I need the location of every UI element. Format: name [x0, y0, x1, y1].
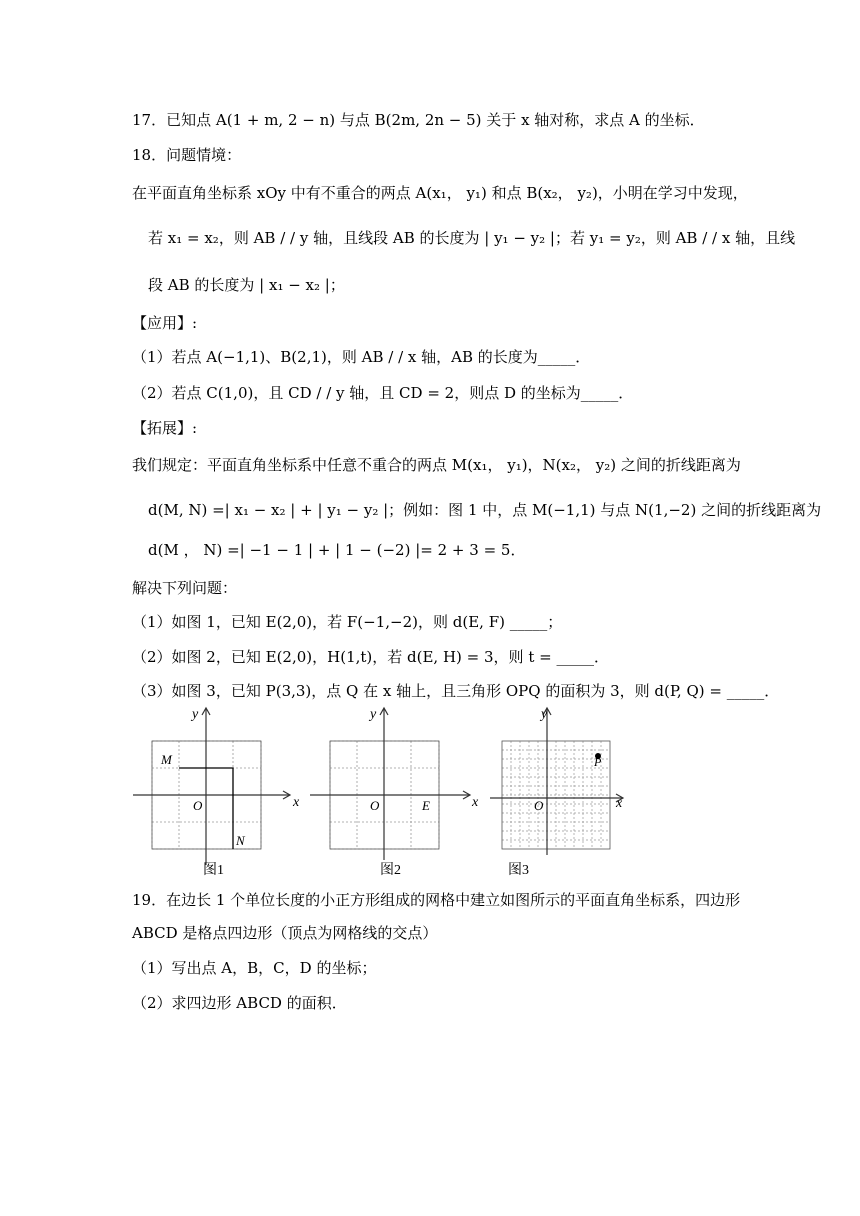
- q18-heading: 18．问题情境：: [132, 146, 242, 164]
- q18-intro-2: 若 x₁ = x₂，则 AB / / y 轴，且线段 AB 的长度为 | y₁ − y₂ |；若 y₁ = y₂，则 AB / / x 轴，且线: [148, 229, 796, 247]
- figure-1: [130, 700, 310, 880]
- apply-title: 【应用】:: [132, 314, 198, 332]
- q17-text: 17．已知点 A(1 + m, 2 − n) 与点 B(2m, 2n − 5) 关于 x 轴对称，求点 A 的坐标．: [132, 111, 705, 129]
- fig3-label-x: x: [616, 796, 623, 811]
- solve-3: （3）如图 3，已知 P(3,3)，点 Q 在 x 轴上，且三角形 OPQ 的面积为 3，则 d(P, Q) = _____．: [132, 682, 780, 700]
- fig3-caption: 图3: [508, 863, 529, 878]
- fig3-label-y: y: [541, 707, 548, 722]
- fig3-axes: [490, 708, 623, 855]
- ext-1: 我们规定：平面直角坐标系中任意不重合的两点 M(x₁， y₁)，N(x₂， y₂) 之间的折线距离为: [132, 456, 741, 474]
- figure-2: [310, 700, 490, 880]
- fig1-label-o: O: [193, 798, 203, 813]
- fig2-label-y: y: [370, 707, 377, 722]
- fig2-label-e: E: [422, 798, 430, 813]
- fig1-label-y: y: [192, 707, 199, 722]
- fig3-label-p: P: [594, 755, 602, 769]
- fig1-axes: [133, 708, 290, 865]
- q19-text-1: 19．在边长 1 个单位长度的小正方形组成的网格中建立如图所示的平面直角坐标系，四边形: [132, 891, 741, 909]
- solve-title: 解决下列问题：: [132, 579, 238, 597]
- figure-3: [490, 700, 640, 880]
- fig1-caption: 图1: [203, 863, 224, 878]
- fig2-label-o: O: [370, 798, 380, 813]
- ext-2: d(M, N) =| x₁ − x₂ | + | y₁ − y₂ |；例如：图 1 中，点 M(−1,1) 与点 N(1,−2) 之间的折线距离为: [148, 501, 822, 519]
- q18-intro-3: 段 AB 的长度为 | x₁ − x₂ |；: [148, 276, 345, 294]
- fig2-axes: [310, 708, 470, 860]
- apply-2: （2）若点 C(1,0)，且 CD / / y 轴，且 CD = 2，则点 D 的坐标为_____．: [132, 384, 634, 402]
- fig1-label-m: M: [161, 752, 172, 767]
- ext-3: d(M ， N) =| −1 − 1 | + | 1 − (−2) |= 2 + 3 = 5．: [148, 541, 526, 559]
- fig1-label-n: N: [236, 833, 245, 848]
- fig2-caption: 图2: [380, 863, 401, 878]
- fig3-label-o: O: [534, 798, 544, 813]
- apply-1: （1）若点 A(−1,1)、B(2,1)，则 AB / / x 轴，AB 的长度为_____．: [132, 348, 591, 366]
- fig1-label-x: x: [293, 795, 300, 810]
- q19-part-2: （2）求四边形 ABCD 的面积．: [132, 994, 347, 1012]
- ext-title: 【拓展】:: [132, 419, 198, 437]
- fig2-label-x: x: [472, 795, 479, 810]
- q19-part-1: （1）写出点 A，B，C，D 的坐标；: [132, 959, 377, 977]
- solve-1: （1）如图 1，已知 E(2,0)，若 F(−1,−2)，则 d(E, F) _____；: [132, 613, 563, 631]
- q18-intro-1: 在平面直角坐标系 xOy 中有不重合的两点 A(x₁， y₁) 和点 B(x₂， y₂)，小明在学习中发现，: [132, 184, 748, 202]
- solve-2: （2）如图 2，已知 E(2,0)，H(1,t)，若 d(E, H) = 3，则 t = _____．: [132, 648, 609, 666]
- q19-text-2: ABCD 是格点四边形（顶点为网格线的交点）: [132, 924, 438, 942]
